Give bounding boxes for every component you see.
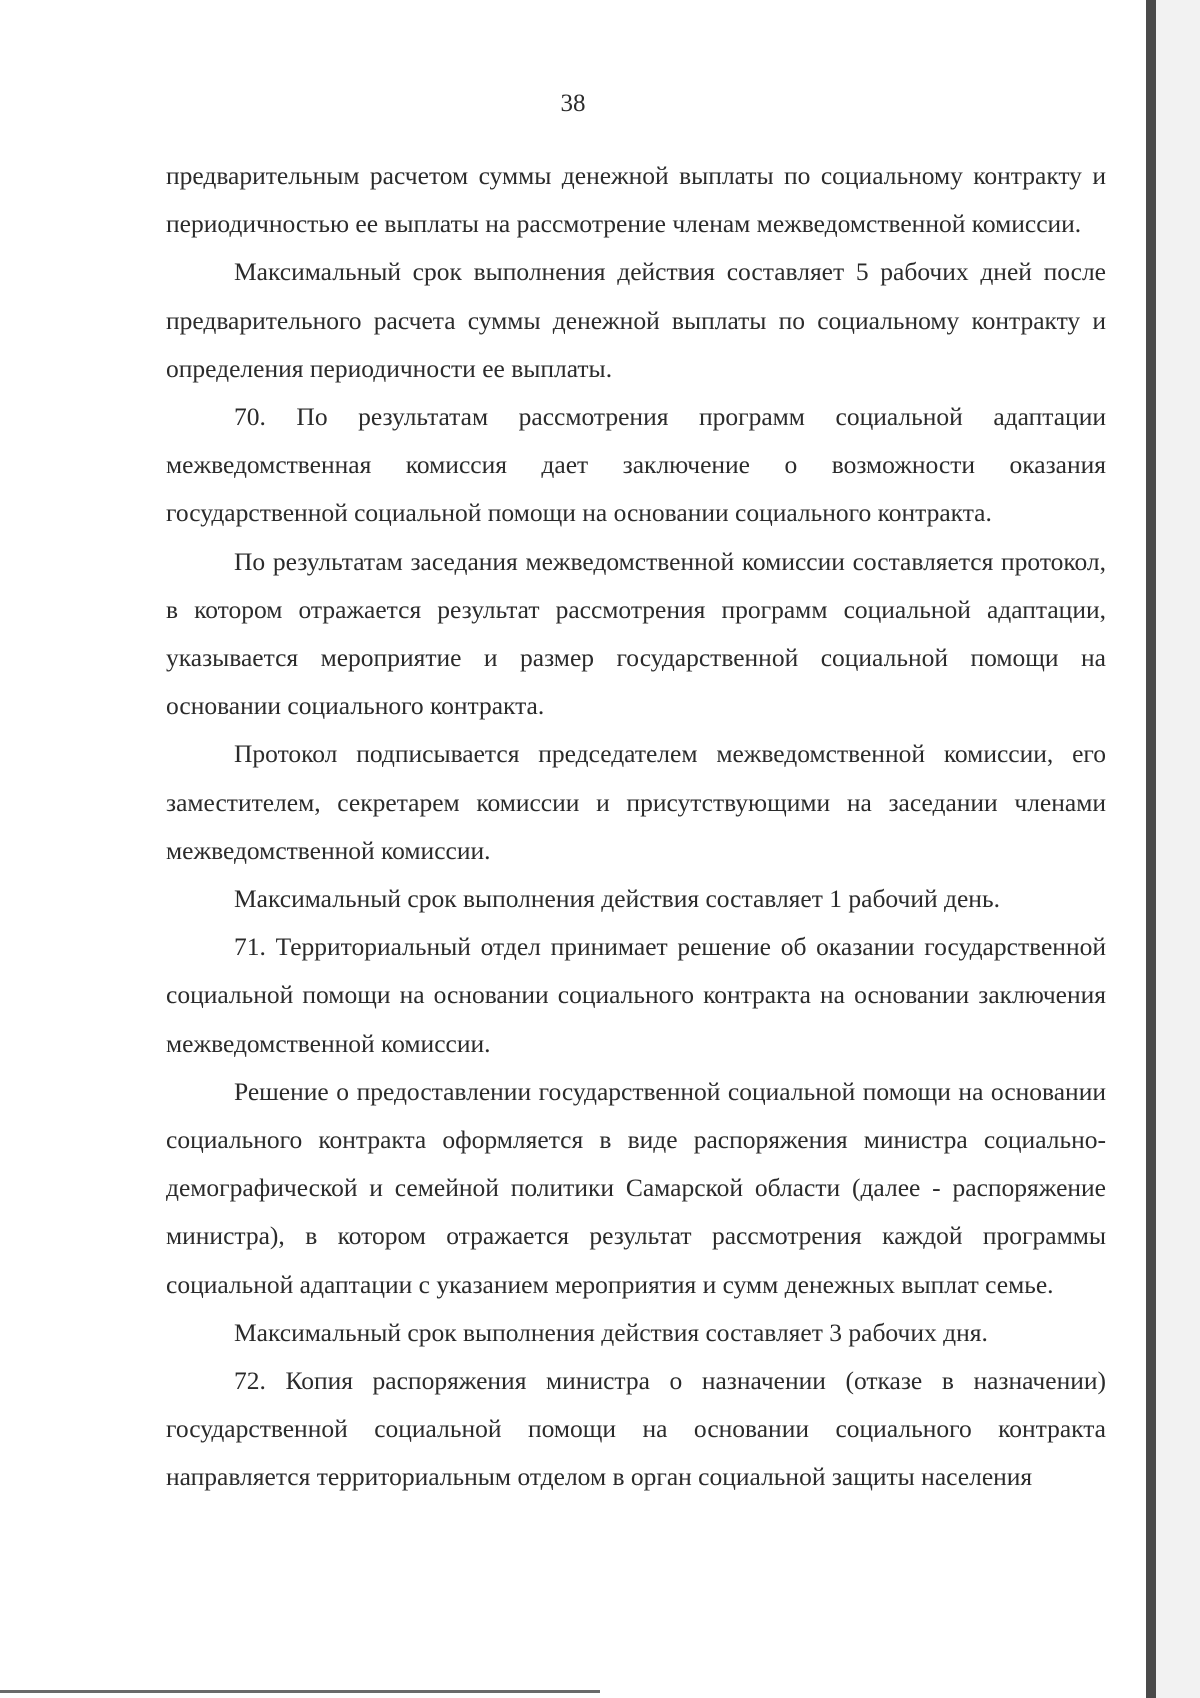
scan-margin-right — [1156, 0, 1200, 1698]
paragraph: Максимальный срок выполнения действия составляет 3 рабочих дня. — [234, 1317, 988, 1347]
page-number: 38 — [560, 90, 586, 117]
paragraph: Максимальный срок выполнения действия составляет 5 рабочих дней после предварительного расчета суммы денежной выплаты по социальному контракту и определения периодичности ее выплаты. — [166, 257, 1106, 383]
paragraph: По результатам заседания межведомственной комиссии составляется протокол, в котором отражается результат рассмотрения программ социальной адаптации, указывается мероприятие и размер государственной социальной помощи на основании социального контракта. — [166, 546, 1106, 721]
paragraph: Максимальный срок выполнения действия составляет 1 рабочий день. — [234, 884, 1000, 914]
paragraph: Решение о предоставлении государственной социальной помощи на основании социального контракта оформляется в виде распоряжения министра социально-демографической и семейной политики Самарской области (далее - распоряжение министра), в котором отражается результат рассмотрения каждой программы социальной адаптации с указанием мероприятия и сумм денежных выплат семье. — [166, 1076, 1106, 1299]
scan-edge-bottom — [0, 1690, 600, 1693]
paragraph-item-71: 71. Территориальный отдел принимает решение об оказании государственной социальной помощи на основании социального контракта на основании заключения межведомственной комиссии. — [166, 932, 1106, 1058]
paragraph-continuation: предварительным расчетом суммы денежной выплаты по социальному контракту и периодичностью ее выплаты на рассмотрение членам межведомственной комиссии. — [166, 161, 1106, 239]
scan-edge-right — [1146, 0, 1156, 1698]
paragraph-item-72: 72. Копия распоряжения министра о назначении (отказе в назначении) государственной социальной помощи на основании социального контракта направляется территориальным отделом в орган социальной защиты населения — [166, 1366, 1106, 1492]
document-body — [166, 152, 1106, 1502]
paragraph-item-70: 70. По результатам рассмотрения программ социальной адаптации межведомственная комиссия дает заключение о возможности оказания государственной социальной помощи на основании социального контракта. — [166, 402, 1106, 528]
paragraph: Протокол подписывается председателем межведомственной комиссии, его заместителем, секретарем комиссии и присутствующими на заседании членами межведомственной комиссии. — [166, 739, 1106, 865]
